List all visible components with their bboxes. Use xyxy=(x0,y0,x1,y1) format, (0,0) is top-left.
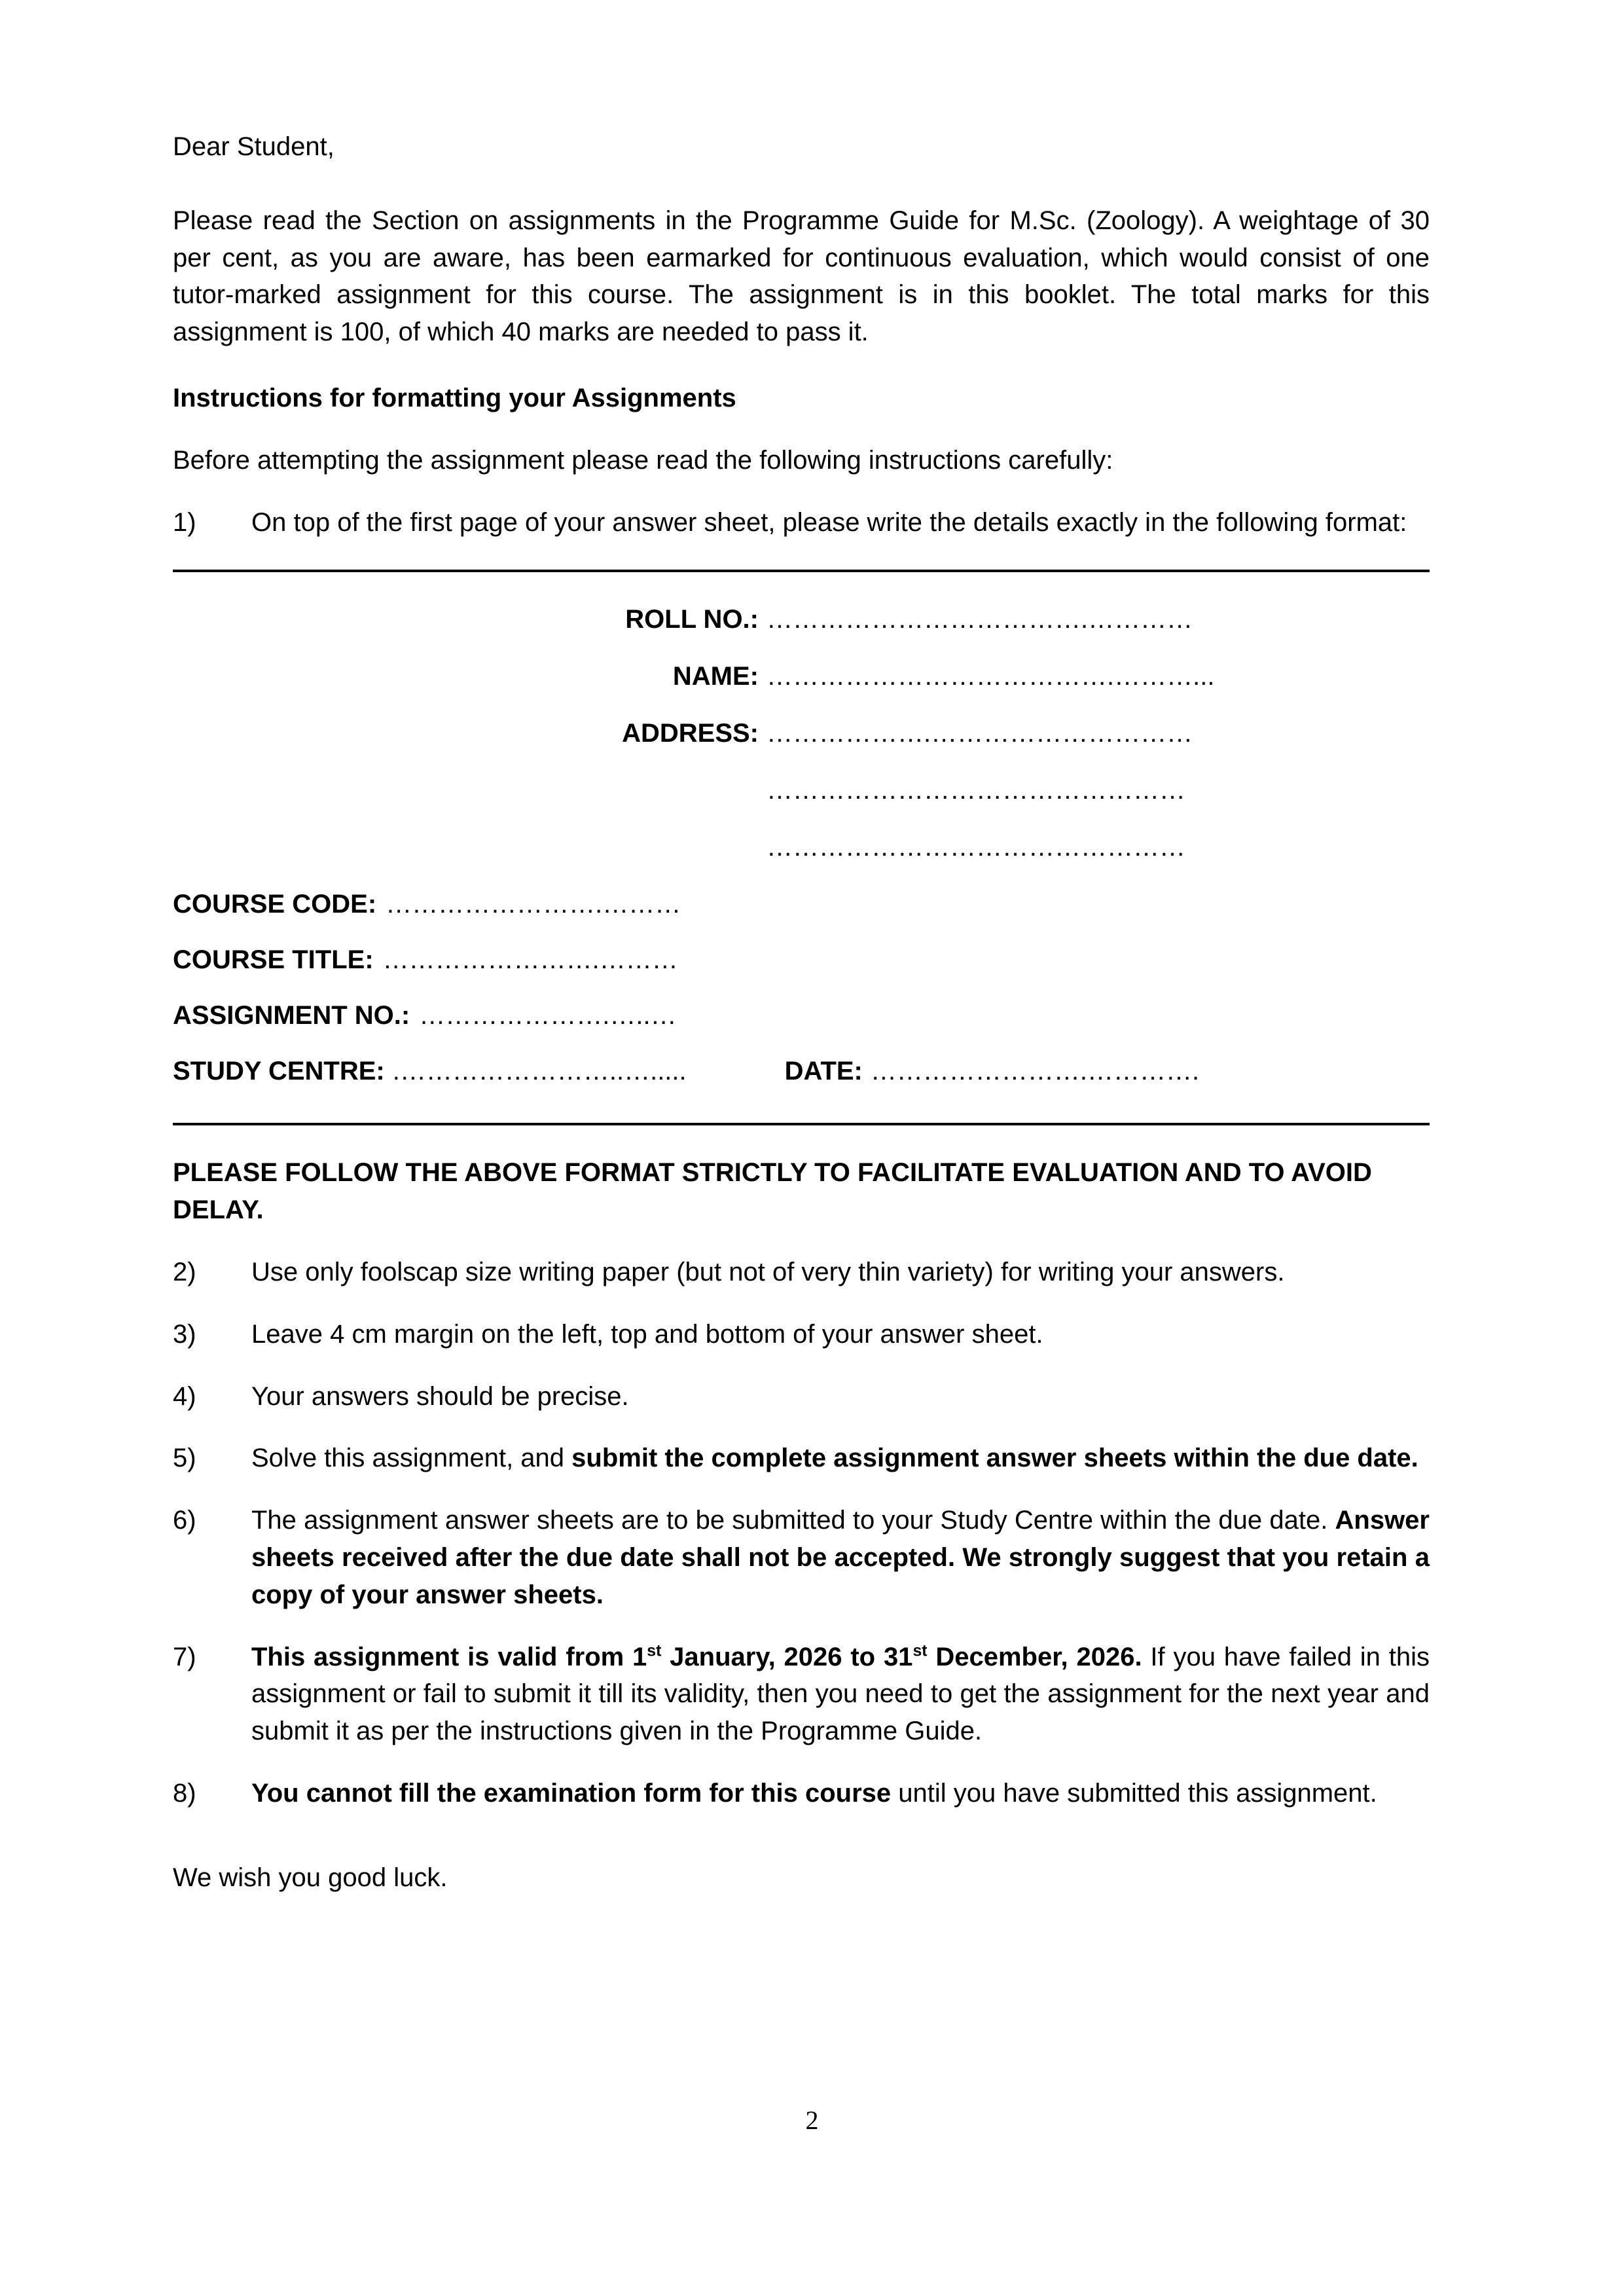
salutation: Dear Student, xyxy=(173,132,334,161)
instruction-text-run: The assignment answer sheets are to be submitted to your Study Centre within the due date. xyxy=(251,1506,1335,1535)
address-label: ADDRESS: xyxy=(622,719,759,748)
instruction-item-marker: 8) xyxy=(173,1778,196,1808)
course-title-dotted-line: …………………….……… xyxy=(382,945,678,975)
page-number: 2 xyxy=(805,2105,819,2135)
form-row-course-title xyxy=(173,945,1430,975)
page-content xyxy=(173,0,1430,1897)
instruction-text-run: December, 2026. xyxy=(927,1642,1142,1671)
instruction-item-text xyxy=(251,1506,1430,1609)
before-attempting-text: Before attempting the assignment please read the following instructions carefully: xyxy=(173,445,1113,475)
address-dotted-line-2: ………………………………………… xyxy=(767,776,1185,805)
instruction-item xyxy=(173,1378,1430,1415)
instruction-item-text xyxy=(251,1779,1377,1808)
form-row-study-centre-date xyxy=(173,1057,1430,1086)
instruction-item-text xyxy=(251,1320,1043,1349)
course-code-dotted-line: …………………….……… xyxy=(386,890,681,919)
instruction-item-1 xyxy=(173,504,1430,541)
instruction-item-marker: 6) xyxy=(173,1506,196,1535)
form-row-address-line-3 xyxy=(579,833,1430,862)
instruction-text-run: Use only foolscap size writing paper (but not of very thin variety) for writing your answers. xyxy=(251,1257,1285,1286)
instruction-item-1-text: On top of the first page of your answer sheet, please write the details exactly in the following format: xyxy=(251,507,1407,537)
date-label: DATE: xyxy=(784,1057,863,1086)
form-row-name xyxy=(579,662,1430,691)
instruction-item-text xyxy=(251,1382,629,1411)
instruction-item xyxy=(173,1254,1430,1291)
instruction-item-marker: 7) xyxy=(173,1642,196,1671)
form-row-assignment-no xyxy=(173,1001,1430,1030)
instruction-text-run: Answer sheets received after the due date shall not be accepted. We strongly suggest that you retain a copy of your answer sheets. xyxy=(251,1506,1430,1609)
instruction-item xyxy=(173,1775,1430,1812)
form-row-roll-no xyxy=(579,605,1430,634)
form-row-course-code xyxy=(173,890,1430,919)
assignment-no-label: ASSIGNMENT NO.: xyxy=(173,1001,410,1030)
intro-paragraph: Please read the Section on assignments in the Programme Guide for M.Sc. (Zoology). A weightage of 30 per cent, as you are aware, has been earmarked for continuous evaluation, which would consist of one tutor-marked assignment for this course. The assignment is in this booklet. The total marks for this assignment is 100, of which 40 marks are needed to pass it. xyxy=(173,206,1430,347)
instruction-item-marker: 2) xyxy=(173,1257,196,1286)
form-row-address-line-2 xyxy=(579,776,1430,805)
roll-no-label: ROLL NO.: xyxy=(625,605,759,634)
follow-format-notice: PLEASE FOLLOW THE ABOVE FORMAT STRICTLY TO FACILITATE EVALUATION AND TO AVOID DELAY. xyxy=(173,1158,1372,1225)
instruction-text-run: st xyxy=(647,1642,662,1660)
instruction-text-run: Leave 4 cm margin on the left, top and bottom of your answer sheet. xyxy=(251,1319,1043,1349)
name-label: NAME: xyxy=(672,662,759,691)
instruction-item xyxy=(173,1440,1430,1477)
address-dotted-line-3: ………………………………………… xyxy=(767,833,1185,862)
instruction-item xyxy=(173,1316,1430,1353)
name-dotted-line: ………………………………….………... xyxy=(767,662,1215,691)
course-title-label: COURSE TITLE: xyxy=(173,945,374,975)
instruction-text-run: January, 2026 to 31 xyxy=(661,1642,913,1671)
instruction-text-run: You cannot fill the examination form for this course xyxy=(251,1778,892,1808)
answer-sheet-format-box xyxy=(173,570,1430,1125)
date-dotted-line: …………………….…………. xyxy=(870,1057,1200,1086)
form-row-address xyxy=(579,719,1430,748)
instruction-item-text xyxy=(251,1643,1430,1746)
instruction-text-run: Solve this assignment, and xyxy=(251,1444,572,1473)
instruction-text-run: This assignment is valid from 1 xyxy=(251,1642,647,1671)
closing-text: We wish you good luck. xyxy=(173,1863,448,1892)
instruction-item xyxy=(173,1639,1430,1750)
course-code-label: COURSE CODE: xyxy=(173,890,377,919)
instruction-text-run: until you have submitted this assignment. xyxy=(891,1778,1377,1808)
instruction-text-run: Your answers should be precise. xyxy=(251,1381,629,1411)
study-centre-dotted-line: .……………………..…..... xyxy=(392,1057,687,1086)
address-dotted-line: ……………….………………………… xyxy=(767,719,1193,748)
instructions-heading: Instructions for formatting your Assignments xyxy=(173,383,736,412)
instruction-item xyxy=(173,1502,1430,1613)
study-centre-label: STUDY CENTRE: xyxy=(173,1057,385,1086)
instruction-item-marker: 3) xyxy=(173,1319,196,1349)
instruction-item-marker: 5) xyxy=(173,1444,196,1473)
instruction-text-run: If you have failed in this assignment or fail to submit it till its validity, then you need to get the assignment for the next year and submit it as per the instructions given in the Programme Guide. xyxy=(251,1642,1430,1746)
instruction-text-run: submit the complete assignment answer sheets within the due date. xyxy=(571,1444,1418,1473)
instruction-item-1-marker: 1) xyxy=(173,507,196,537)
assignment-no-dotted-line: ………………….…..… xyxy=(419,1001,677,1030)
instruction-text-run: st xyxy=(912,1642,928,1660)
instruction-item-marker: 4) xyxy=(173,1381,196,1411)
instruction-item-text xyxy=(251,1258,1284,1286)
roll-no-dotted-line: ……………………………….………… xyxy=(767,605,1193,634)
numbered-instructions-list xyxy=(173,1254,1430,1812)
instruction-item-text xyxy=(251,1444,1418,1472)
